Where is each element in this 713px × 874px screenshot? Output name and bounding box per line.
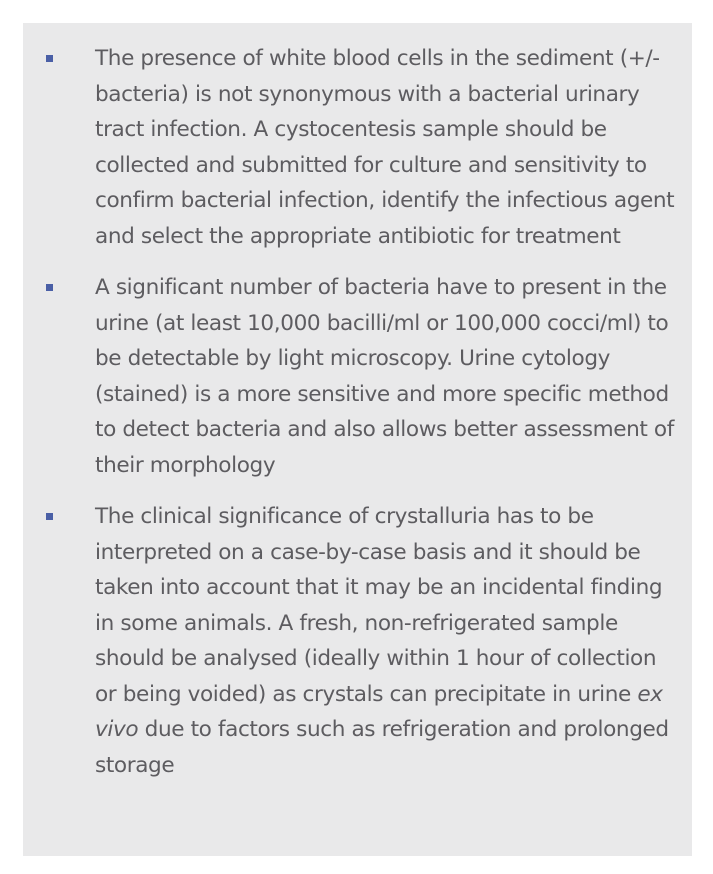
square-bullet-icon (46, 513, 53, 520)
bullet-text: The presence of white blood cells in the sediment (+/- bacteria) is not synonymous with a bacterial urinary tract infection. A cystocentesis sample should be collected and submitted for culture and sensitivity to confirm bacterial infection, identify the infectious agent and select the appropriate antibiotic for treatment (95, 46, 675, 249)
italic-term: ex vivo (95, 681, 663, 742)
info-box (23, 23, 692, 856)
bullet-list (23, 41, 692, 799)
bullet-text-part: The clinical significance of crystalluria has to be interpreted on a case-by-case basis and it should be taken into account that it may be an incidental finding in some animals. A fresh, non-refrigerated sample should be analysed (ideally within 1 hour of collection or being voided) as crystals can precipitate in urine (95, 504, 663, 707)
bullet-item-white-blood-cells (23, 41, 692, 254)
square-bullet-icon (46, 284, 53, 291)
bullet-item-crystalluria (23, 499, 692, 783)
bullet-text: A significant number of bacteria have to present in the urine (at least 10,000 bacilli/ml or 100,000 cocci/ml) to be detectable by light microscopy. Urine cytology (stained) is a more sensitive and more specific method to detect bacteria and also allows better assessment of their morphology (95, 275, 674, 478)
square-bullet-icon (46, 55, 53, 62)
bullet-text (95, 499, 675, 783)
bullet-item-bacteria (23, 270, 692, 483)
bullet-text-part: due to factors such as refrigeration and prolonged storage (95, 717, 669, 778)
